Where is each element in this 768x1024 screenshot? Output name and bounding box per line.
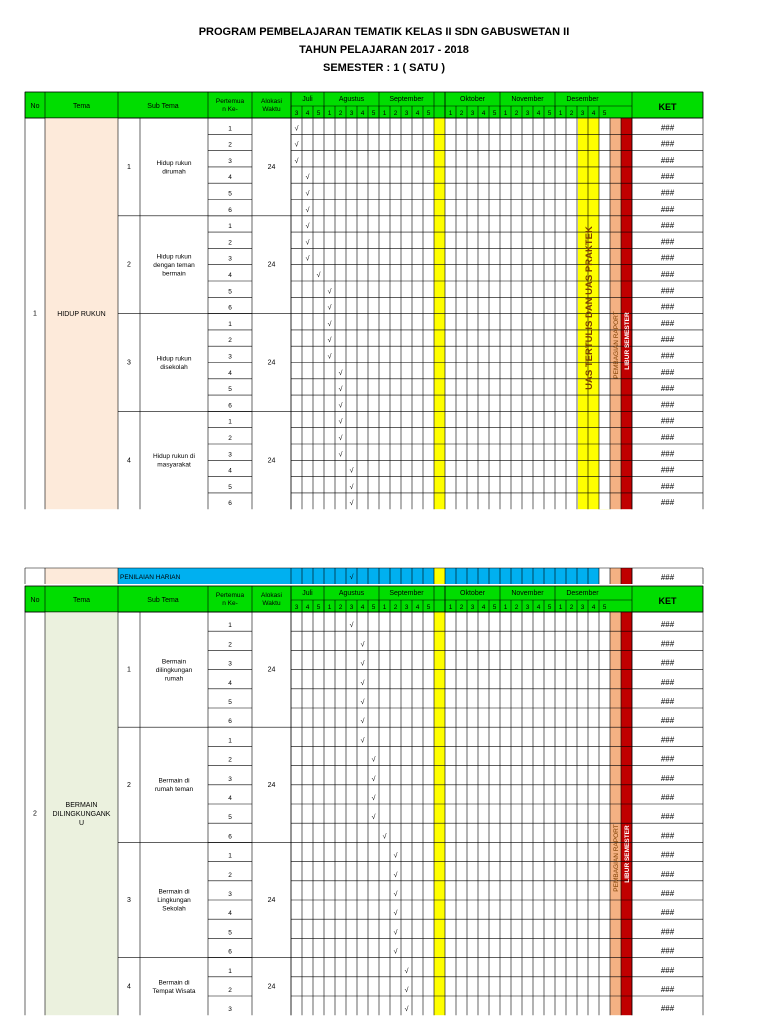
table2-ket-value: ### <box>660 831 675 841</box>
table2-tema-no: 2 <box>33 810 37 818</box>
table1-check-mark: √ <box>294 157 299 165</box>
penilaian-raport <box>610 568 621 584</box>
table2-check-mark: √ <box>404 1006 409 1014</box>
table1-pertemuan-2-3: 3 <box>228 255 232 263</box>
table1-check-mark: √ <box>338 402 343 410</box>
table1-alokasi-3: 24 <box>267 359 276 367</box>
table1-subtema-no-2: 2 <box>127 261 131 269</box>
table2-check-mark: √ <box>371 775 376 783</box>
table2-pertemuan-1-2: 2 <box>228 641 232 649</box>
table2-check-mark: √ <box>393 852 398 860</box>
table2-week-november-1: 1 <box>503 604 508 611</box>
table1-pertemuan-1-6: 6 <box>228 206 232 214</box>
table2-check-mark: √ <box>371 756 376 764</box>
table1-week-november-5: 5 <box>547 110 552 117</box>
table1-tema-no: 1 <box>33 310 37 318</box>
table2-header-pertemuan: Pertemua <box>215 592 245 599</box>
table2-ket-value: ### <box>660 869 675 879</box>
table2-month-juli: Juli <box>302 590 313 597</box>
table1-week-september-2: 2 <box>393 110 398 117</box>
table1-ket-value: ### <box>660 318 675 328</box>
table2-pertemuan-2-2: 2 <box>228 756 232 764</box>
table1-header-no: No <box>30 103 40 110</box>
table2-header-no: No <box>30 597 40 604</box>
table2-week-agustus-4: 4 <box>360 604 365 611</box>
table2-week-desember-2: 2 <box>569 604 574 611</box>
table2-check-mark: √ <box>404 987 409 994</box>
table2-ket-value: ### <box>660 754 675 764</box>
table1-ket-value: ### <box>660 253 675 263</box>
table2-subtema-no-4: 4 <box>127 983 131 991</box>
table2-pertemuan-1-6: 6 <box>228 718 232 726</box>
table2-check-mark: √ <box>360 641 365 649</box>
table2-tema-name: BERMAIN DILINGKUNGANK U <box>52 801 111 827</box>
table2-pertemuan-1-4: 4 <box>228 679 232 687</box>
table1-check-mark: √ <box>316 272 321 279</box>
table2-week-juli-5: 5 <box>316 604 321 611</box>
table2-ket-value: ### <box>660 716 675 726</box>
table2-subtema-no-3: 3 <box>127 897 131 904</box>
table2-ket-value: ### <box>660 927 675 937</box>
table2-pertemuan-3-6: 6 <box>228 948 232 956</box>
table1-check-mark: √ <box>294 125 299 133</box>
table1-ket-value: ### <box>660 416 675 426</box>
table1-week-september-4: 4 <box>415 110 420 117</box>
table1-uas-label: UAS TERTULIS DAN UAS PRAKTEK <box>584 226 595 390</box>
table2-check-mark: √ <box>393 891 398 898</box>
table2-header-ket: KET <box>658 596 677 606</box>
table1-pertemuan-1-5: 5 <box>228 190 232 198</box>
table1-week-agustus-2: 2 <box>338 110 343 117</box>
table2-subtema-name-3: Bermain di Lingkungan Sekolah <box>157 888 191 913</box>
semester-label: SEMESTER : 1 ( SATU ) <box>322 62 446 74</box>
table1-pertemuan-1-1: 1 <box>228 125 232 133</box>
table1-ket-value: ### <box>660 188 675 198</box>
table1-week-agustus-3: 3 <box>349 110 354 117</box>
table1-subtema-no-4: 4 <box>127 457 131 465</box>
table1-alokasi-2: 24 <box>267 261 276 269</box>
table1-pertemuan-3-6: 6 <box>228 402 232 410</box>
table2-ket-value: ### <box>660 620 675 630</box>
table1-check-mark: √ <box>338 386 343 394</box>
table1-check-mark: √ <box>327 320 332 328</box>
table1-check-mark: √ <box>327 353 332 361</box>
table2-ket-value: ### <box>660 773 675 783</box>
table1-ket-value: ### <box>660 237 675 247</box>
table1-pertemuan-4-1: 1 <box>228 418 232 426</box>
table1-month-oktober: Oktober <box>460 96 485 103</box>
table1-week-november-1: 1 <box>503 110 508 117</box>
table2-check-mark: √ <box>360 699 365 706</box>
table2-week-agustus-2: 2 <box>338 604 343 611</box>
table1-ket-value: ### <box>660 221 675 231</box>
table1-ket-value: ### <box>660 367 675 377</box>
table2-ket-value: ### <box>660 850 675 860</box>
table2-week-oktober-4: 4 <box>481 604 486 611</box>
table2-ket-value: ### <box>660 735 675 745</box>
table1-ket-value: ### <box>660 172 675 182</box>
table2-pertemuan-1-5: 5 <box>228 699 232 706</box>
table1-pertemuan-2-2: 2 <box>228 239 232 247</box>
table2-pertemuan-3-2: 2 <box>228 871 232 879</box>
table1-header-alokasi: Alokasi <box>261 98 282 105</box>
table1-header-pertemuan: Pertemua <box>215 98 245 105</box>
table2-alokasi-3: 24 <box>267 897 276 904</box>
table1-check-mark: √ <box>338 435 343 442</box>
table1-month-november: November <box>511 96 544 103</box>
table1-week-desember-3: 3 <box>580 110 585 117</box>
table1-raport-label: PEMBAGIAN RAPORT <box>613 311 620 379</box>
table1-pertemuan-3-5: 5 <box>228 386 232 394</box>
table2-week-september-2: 2 <box>393 604 398 611</box>
table2-libur-column <box>621 612 632 1015</box>
table1-subtema-name-4: Hidup rukun di masyarakat <box>153 453 195 469</box>
table1-week-september-1: 1 <box>382 110 387 117</box>
table2-pertemuan-2-6: 6 <box>228 833 232 841</box>
school-year: TAHUN PELAJARAN 2017 - 2018 <box>299 44 469 56</box>
table2-libur-label: LIBUR SEMESTER <box>624 825 631 883</box>
table1-pertemuan-2-5: 5 <box>228 288 232 296</box>
table1-ket-value: ### <box>660 335 675 345</box>
table1-pertemuan-3-3: 3 <box>228 353 232 361</box>
table1-ket-value: ### <box>660 481 675 491</box>
table1-pertemuan-4-2: 2 <box>228 435 232 442</box>
table2-subtema-no-2: 2 <box>127 781 131 789</box>
table1-ket-value: ### <box>660 465 675 475</box>
table1-pertemuan-2-1: 1 <box>228 223 232 231</box>
table1-check-mark: √ <box>338 369 343 377</box>
table2-ket-value: ### <box>660 677 675 687</box>
table1-ket-value: ### <box>660 155 675 165</box>
table2-subtema-no-1: 1 <box>127 666 131 674</box>
table2-check-mark: √ <box>382 833 387 841</box>
table1-header-tema: Tema <box>72 103 91 110</box>
table2-raport-label: PEMBAGIAN RAPORT <box>613 824 620 892</box>
penilaian-ket: ### <box>660 573 675 582</box>
table1-pertemuan-1-2: 2 <box>228 141 232 149</box>
table1-week-juli-4: 4 <box>305 110 310 117</box>
table1-week-desember-2: 2 <box>569 110 574 117</box>
table2-desember-uas <box>599 612 610 1015</box>
table1-pertemuan-3-2: 2 <box>228 337 232 345</box>
table1-check-mark: √ <box>294 141 299 149</box>
table1-week-oktober-2: 2 <box>459 110 464 117</box>
table2-ket-value: ### <box>660 889 675 898</box>
table1-check-mark: √ <box>349 483 354 491</box>
table2-week-september-1: 1 <box>382 604 387 611</box>
table2-header-subtema: Sub Tema <box>147 597 179 604</box>
table1-alokasi-1: 24 <box>267 163 276 171</box>
table2-header-alokasi-2: Waktu <box>262 600 281 607</box>
table1-ket-value: ### <box>660 204 675 214</box>
table1-header-ket: KET <box>658 102 677 112</box>
table1-ket-value: ### <box>660 400 675 410</box>
table2-header-pertemuan-2: n Ke- <box>222 600 238 607</box>
table2-check-mark: √ <box>360 737 365 745</box>
table2-pertemuan-1-1: 1 <box>228 622 232 630</box>
table2-check-mark: √ <box>360 679 365 687</box>
penilaian-tema-fill <box>45 568 118 584</box>
table1-subtema-name-1: Hidup rukun dirumah <box>156 159 192 176</box>
table2-week-juli-3: 3 <box>294 604 299 611</box>
table2-week-agustus-5: 5 <box>371 604 376 611</box>
table2-check-mark: √ <box>404 967 409 975</box>
table1-check-mark: √ <box>338 451 343 459</box>
table2-week-desember-3: 3 <box>580 604 585 611</box>
table1-week-oktober-3: 3 <box>470 110 475 117</box>
table2-week-desember-4: 4 <box>591 604 596 611</box>
table2-ket-value: ### <box>660 908 675 918</box>
table2-pertemuan-4-3: 3 <box>228 1006 232 1014</box>
table2-month-desember: Desember <box>566 590 599 597</box>
table1-pertemuan-1-4: 4 <box>228 174 232 182</box>
table1-pertemuan-4-5: 5 <box>228 483 232 491</box>
table2-week-september-4: 4 <box>415 604 420 611</box>
table1-month-agustus: Agustus <box>338 96 365 103</box>
table1-pertemuan-2-4: 4 <box>228 272 232 279</box>
table1-ket-value: ### <box>660 123 675 133</box>
table1-month-desember: Desember <box>566 96 599 103</box>
table2-pertemuan-3-5: 5 <box>228 929 232 937</box>
table1-check-mark: √ <box>349 467 354 475</box>
table1-week-juli-3: 3 <box>294 110 299 117</box>
table2-subtema-name-1: Bermain dilingkungan rumah <box>155 658 193 683</box>
table2-week-november-2: 2 <box>514 604 519 611</box>
table2-pertemuan-3-1: 1 <box>228 852 232 860</box>
table1-month-september: September <box>389 96 424 103</box>
table1-week-november-4: 4 <box>536 110 541 117</box>
penilaian-desember <box>599 568 610 584</box>
table2-pertemuan-2-5: 5 <box>228 814 232 822</box>
table1-tema-name: HIDUP RUKUN <box>57 310 106 318</box>
table1-week-september-5: 5 <box>426 110 431 117</box>
table2-ket-value: ### <box>660 1004 675 1014</box>
table2-pertemuan-1-3: 3 <box>228 660 232 668</box>
table1-week-juli-5: 5 <box>316 110 321 117</box>
table2-month-september: September <box>389 590 424 597</box>
table2-pertemuan-4-2: 2 <box>228 987 232 994</box>
table2-alokasi-1: 24 <box>267 666 276 674</box>
table2-week-desember-1: 1 <box>558 604 563 611</box>
table2-week-desember-5: 5 <box>602 604 607 611</box>
table2-week-oktober-3: 3 <box>470 604 475 611</box>
table2-uas-column <box>434 612 445 1015</box>
table1-ket-value: ### <box>660 139 675 149</box>
table1-check-mark: √ <box>327 304 332 312</box>
table2-week-agustus-3: 3 <box>349 604 354 611</box>
penilaian-check: √ <box>349 574 354 581</box>
table1-ket-value: ### <box>660 449 675 459</box>
table2-alokasi-2: 24 <box>267 781 276 789</box>
table2-ket-value: ### <box>660 639 675 649</box>
table1-check-mark: √ <box>327 337 332 345</box>
table1-ket-value: ### <box>660 384 675 394</box>
table1-check-mark: √ <box>305 223 310 231</box>
table1-ket-value: ### <box>660 351 675 361</box>
penilaian-uas <box>434 568 445 584</box>
table1-pertemuan-4-6: 6 <box>228 500 232 508</box>
table2-subtema-name-4: Bermain di Tempat Wisata <box>152 979 196 995</box>
table2-header-alokasi: Alokasi <box>261 592 282 599</box>
table2-week-juli-4: 4 <box>305 604 310 611</box>
table1-header-subtema: Sub Tema <box>147 103 179 110</box>
table1-check-mark: √ <box>305 206 310 214</box>
table2-check-mark: √ <box>360 718 365 726</box>
table2-check-mark: √ <box>360 660 365 668</box>
table2-week-november-5: 5 <box>547 604 552 611</box>
table2-week-november-3: 3 <box>525 604 530 611</box>
table1-ket-value: ### <box>660 433 675 442</box>
table1-subtema-name-2: Hidup rukun dengan teman bermain <box>153 253 195 278</box>
table1-week-agustus-4: 4 <box>360 110 365 117</box>
table1-week-agustus-1: 1 <box>327 110 332 117</box>
table2-week-oktober-2: 2 <box>459 604 464 611</box>
table1-check-mark: √ <box>327 288 332 296</box>
table2-ket-value: ### <box>660 946 675 956</box>
table2-week-september-3: 3 <box>404 604 409 611</box>
penilaian-libur <box>621 568 632 584</box>
table1-pertemuan-1-3: 3 <box>228 157 232 165</box>
table2-month-november: November <box>511 590 544 597</box>
table1-check-mark: √ <box>305 255 310 263</box>
table1-week-desember-5: 5 <box>602 110 607 117</box>
table1-week-oktober-1: 1 <box>448 110 453 117</box>
table2-check-mark: √ <box>371 814 376 822</box>
table2-subtema-name-2: Bermain di rumah teman <box>154 777 194 794</box>
table2-week-oktober-5: 5 <box>492 604 497 611</box>
table2-month-oktober: Oktober <box>460 590 485 597</box>
table1-subtema-name-3: Hidup rukun disekolah <box>156 355 192 371</box>
table2-check-mark: √ <box>371 795 376 802</box>
table2-check-mark: √ <box>393 948 398 956</box>
table2-pertemuan-2-4: 4 <box>228 795 232 802</box>
table2-pertemuan-4-1: 1 <box>228 967 232 975</box>
table1-ket-value: ### <box>660 286 675 296</box>
table1-week-oktober-5: 5 <box>492 110 497 117</box>
table2-week-oktober-1: 1 <box>448 604 453 611</box>
table1-pertemuan-3-1: 1 <box>228 320 232 328</box>
table2-week-november-4: 4 <box>536 604 541 611</box>
table2-raport-column <box>610 612 621 1015</box>
table2-ket-value: ### <box>660 658 675 668</box>
table2-week-september-5: 5 <box>426 604 431 611</box>
table1-pertemuan-4-4: 4 <box>228 467 232 475</box>
table1-check-mark: √ <box>305 190 310 198</box>
table1-ket-value: ### <box>660 498 675 508</box>
penilaian-label: PENILAIAN HARIAN <box>120 574 181 581</box>
table1-header-pertemuan-2: n Ke- <box>222 106 238 113</box>
table2-ket-value: ### <box>660 965 675 975</box>
table1-check-mark: √ <box>305 239 310 247</box>
table1-week-september-3: 3 <box>404 110 409 117</box>
table2-check-mark: √ <box>393 871 398 879</box>
document-title: PROGRAM PEMBELAJARAN TEMATIK KELAS II SDN GABUSWETAN II <box>198 26 570 38</box>
table1-alokasi-4: 24 <box>267 457 276 465</box>
table2-pertemuan-3-3: 3 <box>228 891 232 898</box>
table2-pertemuan-2-3: 3 <box>228 775 232 783</box>
table1-subtema-no-3: 3 <box>127 359 131 367</box>
table2-check-mark: √ <box>393 929 398 937</box>
table1-ket-value: ### <box>660 270 675 279</box>
table2-check-mark: √ <box>349 622 354 630</box>
table1-week-agustus-5: 5 <box>371 110 376 117</box>
table1-month-juli: Juli <box>302 96 313 103</box>
table1-header-alokasi-2: Waktu <box>262 106 281 113</box>
table1-week-november-3: 3 <box>525 110 530 117</box>
table2-ket-value: ### <box>660 985 675 994</box>
table2-alokasi-4: 24 <box>267 983 276 991</box>
table1-week-desember-1: 1 <box>558 110 563 117</box>
table1-ket-value: ### <box>660 302 675 312</box>
table1-libur-label: LIBUR SEMESTER <box>624 312 631 370</box>
table2-pertemuan-3-4: 4 <box>228 910 232 918</box>
table1-week-desember-4: 4 <box>591 110 596 117</box>
table1-pertemuan-3-4: 4 <box>228 369 232 377</box>
table1-subtema-no-1: 1 <box>127 163 131 171</box>
table1-check-mark: √ <box>349 500 354 508</box>
table1-pertemuan-4-3: 3 <box>228 451 232 459</box>
table2-month-agustus: Agustus <box>338 590 365 597</box>
table1-week-oktober-4: 4 <box>481 110 486 117</box>
table2-ket-value: ### <box>660 812 675 822</box>
table2-week-agustus-1: 1 <box>327 604 332 611</box>
table1-week-november-2: 2 <box>514 110 519 117</box>
table1-check-mark: √ <box>338 418 343 426</box>
table2-header-tema: Tema <box>72 597 91 604</box>
table2-pertemuan-2-1: 1 <box>228 737 232 745</box>
table2-check-mark: √ <box>393 910 398 918</box>
table2-ket-value: ### <box>660 697 675 706</box>
table2-ket-value: ### <box>660 793 675 802</box>
table1-check-mark: √ <box>305 174 310 182</box>
table1-pertemuan-2-6: 6 <box>228 304 232 312</box>
